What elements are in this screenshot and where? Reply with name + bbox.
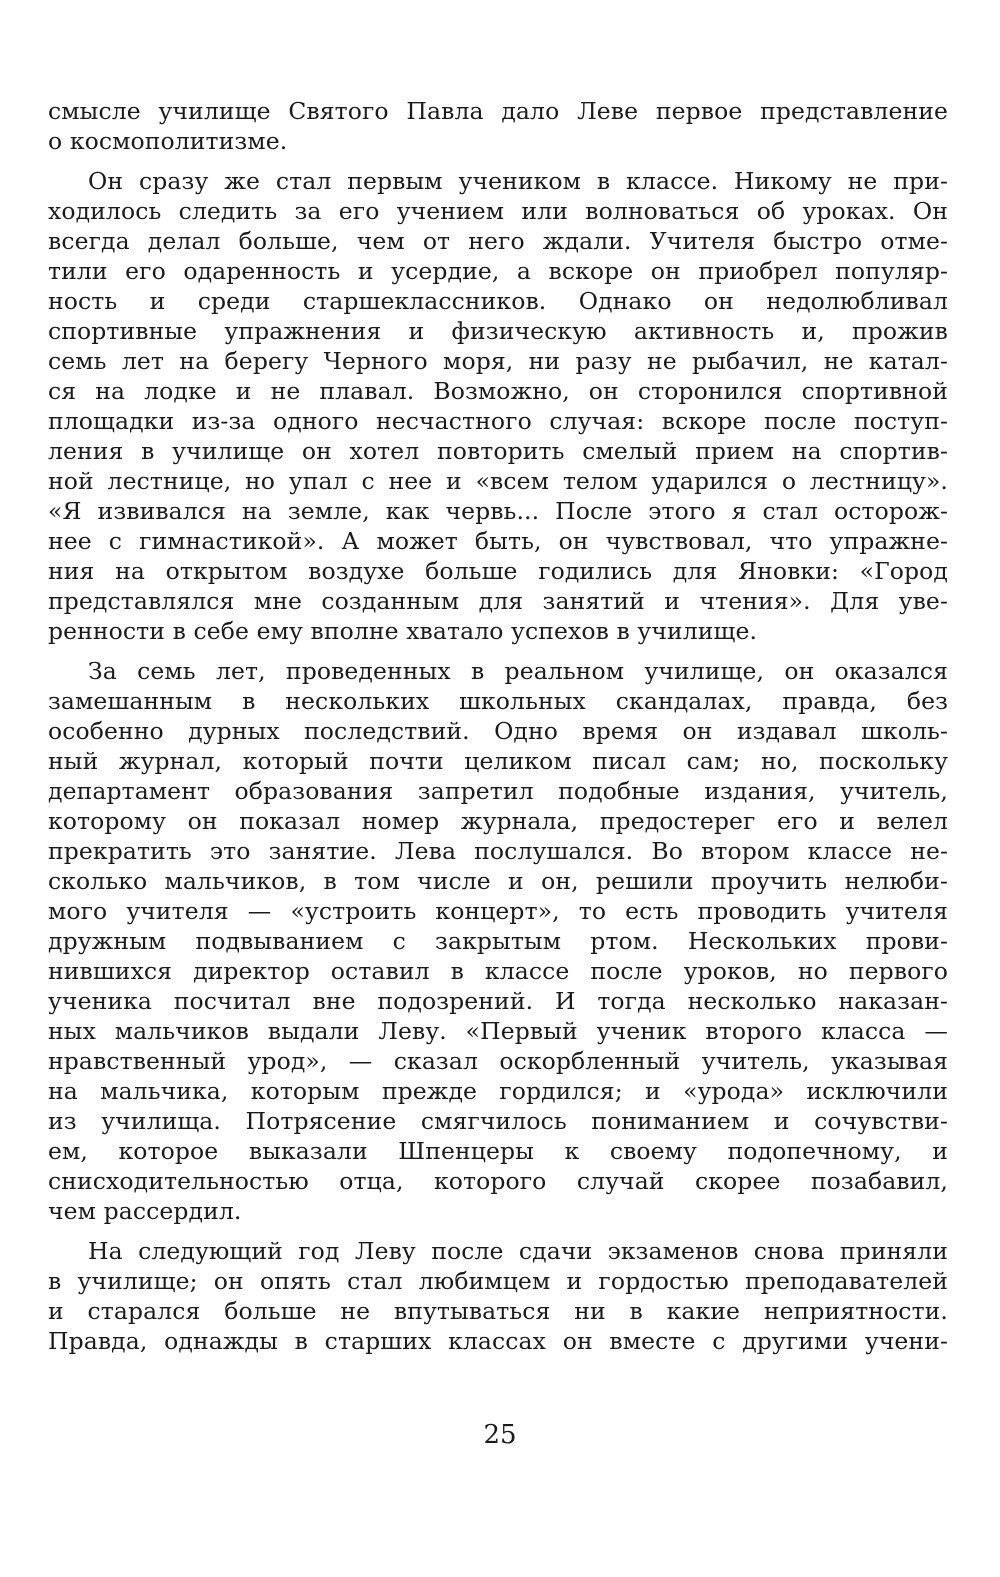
text-line: ренности в себе ему вполне хватало успехов в училище. — [48, 617, 758, 645]
page-number: 25 — [483, 1420, 517, 1450]
text-line: в училище; он опять стал любимцем и гордостью преподавателей — [48, 1267, 948, 1295]
text-line: прекратить это занятие. Лева послушался. Во втором классе не- — [48, 837, 948, 865]
text-line: мого учителя — «устроить концерт», то есть проводить учителя — [48, 897, 948, 925]
text-line: нившихся директор оставил в классе после уроков, но первого — [48, 957, 948, 985]
text-line: чем рассердил. — [48, 1197, 242, 1225]
text-line: ученика посчитал вне подозрений. И тогда несколько наказан- — [48, 987, 948, 1015]
text-line: замешанным в нескольких школьных скандалах, правда, без — [48, 687, 948, 715]
text-line: ления в училище он хотел повторить смелый прием на спортив- — [48, 437, 948, 465]
text-line: «Я извивался на земле, как червь... После этого я стал осторож- — [48, 497, 948, 525]
paragraph-2 — [48, 166, 948, 646]
text-line: ность и среди старшеклассников. Однако он недолюбливал — [48, 287, 948, 315]
text-line: тили его одаренность и усердие, а вскоре он приобрел популяр- — [48, 257, 948, 285]
text-line: ния на открытом воздухе больше годились для Яновки: «Город — [48, 557, 948, 585]
text-line: Правда, однажды в старших классах он вместе с другими учени- — [48, 1327, 948, 1355]
text-body — [48, 96, 948, 1366]
text-line: ем, которое выказали Шпенцеры к своему подопечному, и — [48, 1137, 948, 1165]
text-line: семь лет на берегу Черного моря, ни разу не рыбачил, не катал- — [48, 347, 948, 375]
text-line: которому он показал номер журнала, предостерег его и велел — [48, 807, 948, 835]
text-line: ходилось следить за его учением или волноваться об уроках. Он — [48, 197, 948, 225]
text-line: ной лестнице, но упал с нее и «всем телом ударился о лестницу». — [48, 467, 948, 495]
paragraph-3 — [48, 656, 948, 1226]
text-line: площадки из-за одного несчастного случая: вскоре после поступ- — [48, 407, 948, 435]
text-line: и старался больше не впутываться ни в какие неприятности. — [48, 1297, 948, 1325]
text-line: Он сразу же стал первым учеником в классе. Никому не при- — [88, 167, 948, 195]
text-line: спортивные упражнения и физическую активность и, прожив — [48, 317, 948, 345]
paragraph-4 — [48, 1236, 948, 1356]
text-line: о космополитизме. — [48, 127, 288, 155]
text-line: нравственный урод», — сказал оскорбленный учитель, указывая — [48, 1047, 948, 1075]
text-line: ся на лодке и не плавал. Возможно, он сторонился спортивной — [48, 377, 948, 405]
text-line: особенно дурных последствий. Одно время он издавал школь- — [48, 717, 948, 745]
text-line: смысле училище Святого Павла дало Леве первое представление — [48, 97, 948, 125]
text-line: представлялся мне созданным для занятий и чтения». Для уве- — [48, 587, 948, 615]
text-line: на мальчика, которым прежде гордился; и «урода» исключили — [48, 1077, 948, 1105]
text-line: нее с гимнастикой». А может быть, он чувствовал, что упражне- — [48, 527, 948, 555]
text-line: из училища. Потрясение смягчилось пониманием и сочувстви- — [48, 1107, 948, 1135]
text-line: департамент образования запретил подобные издания, учитель, — [48, 777, 948, 805]
text-line: сколько мальчиков, в том числе и он, решили проучить нелюби- — [48, 867, 948, 895]
text-line: ных мальчиков выдали Леву. «Первый ученик второго класса — — [48, 1017, 948, 1045]
text-line: всегда делал больше, чем от него ждали. Учителя быстро отме- — [48, 227, 948, 255]
text-line: дружным подвыванием с закрытым ртом. Нескольких прови- — [48, 927, 948, 955]
paragraph-1 — [48, 96, 948, 156]
text-line: снисходительностью отца, которого случай скорее позабавил, — [48, 1167, 948, 1195]
text-line: На следующий год Леву после сдачи экзаменов снова приняли — [88, 1237, 948, 1265]
text-line: За семь лет, проведенных в реальном училище, он оказался — [88, 657, 948, 685]
text-line: ный журнал, который почти целиком писал сам; но, поскольку — [48, 747, 948, 775]
